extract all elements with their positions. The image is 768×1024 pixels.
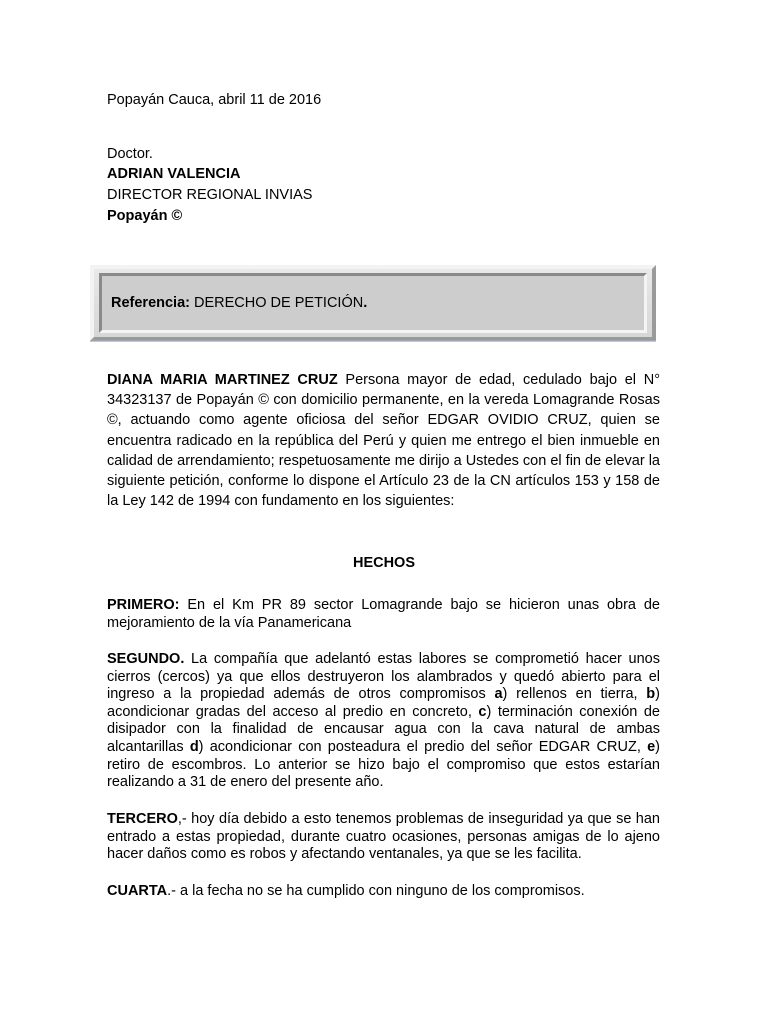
recipient-name: ADRIAN VALENCIA: [107, 166, 241, 182]
fact-tercero-label: TERCERO: [107, 811, 178, 827]
reference-box: [90, 265, 656, 341]
item-b-marker: b: [646, 686, 656, 703]
intro-paragraph: [107, 370, 660, 511]
letter-date: Popayán Cauca, abril 11 de 2016: [107, 92, 322, 108]
reference-line: [111, 295, 367, 311]
reference-period: .: [363, 295, 368, 311]
fact-segundo-text-6: ) retiro de escombros. Lo anterior se hizo bajo el compromiso que estos estarían realizando a 31 de enero del presente año.: [107, 738, 661, 791]
item-c-marker: c: [478, 703, 487, 720]
fact-primero: [107, 597, 660, 632]
section-heading: HECHOS: [352, 555, 416, 571]
fact-cuarta-text: .- a la fecha no se ha cumplido con ninguno de los compromisos.: [167, 883, 585, 899]
fact-segundo-text-3: ) acondicionar gradas del acceso al predio en concreto,: [107, 686, 660, 720]
reference-label: Referencia:: [111, 295, 190, 311]
fact-segundo-text-1: La compañía que adelantó estas labores se comprometió hacer unos cierros (cercos) ya que ellos destruyeron los alambrados y quedó abierto para el ingreso a la propiedad además de otros compromisos: [107, 651, 660, 703]
fact-cuarta: [107, 883, 660, 901]
fact-primero-label: PRIMERO:: [107, 597, 180, 613]
recipient-title: DIRECTOR REGIONAL INVIAS: [107, 187, 313, 203]
fact-segundo-text-2: ) rellenos en tierra,: [502, 686, 647, 703]
item-d-marker: d: [189, 738, 199, 755]
salutation: Doctor.: [107, 146, 153, 162]
item-a-marker: a: [494, 686, 503, 703]
reference-underline: [92, 340, 656, 341]
petitioner-name: DIANA MARIA MARTINEZ CRUZ: [107, 372, 338, 388]
fact-tercero: [107, 811, 660, 864]
fact-segundo: [107, 651, 660, 792]
fact-segundo-label: SEGUNDO.: [107, 651, 185, 667]
fact-cuarta-label: CUARTA: [107, 883, 168, 899]
fact-tercero-text: ,- hoy día debido a esto tenemos problemas de inseguridad ya que se han entrado a estas propiedad, durante cuatro ocasiones, personas amigas de lo ajeno hacer daños como es robos y afectando ventanales, ya que se les facilita.: [107, 811, 660, 863]
fact-segundo-text-5: ) acondicionar con posteadura el predio del señor EDGAR CRUZ,: [198, 738, 648, 755]
reference-box-inner: [99, 273, 647, 333]
fact-segundo-text-4: ) terminación conexión de disipador con la finalidad de encausar agua con la cava natural de ambas alcantarillas: [107, 703, 660, 755]
intro-body: Persona mayor de edad, cedulado bajo el N° 34323137 de Popayán © con domicilio permanente, en la vereda Lomagrande Rosas ©, actuando como agente oficiosa del señor EDGAR OVIDIO CRUZ, quien se encuentra radicado en la república del Perú y quien me entrego el bien inmueble en calidad de arrendamiento; respetuosamente me dirijo a Ustedes con el fin de elevar la siguiente petición, conforme lo dispone el Artículo 23 de la CN artículos 153 y 158 de la Ley 142 de 1994 con fundamento en los siguientes:: [107, 372, 660, 510]
fact-primero-text: En el Km PR 89 sector Lomagrande bajo se hicieron unas obra de mejoramiento de la vía Panamericana: [107, 597, 660, 631]
recipient-city: Popayán ©: [107, 208, 183, 224]
reference-value: DERECHO DE PETICIÓN: [189, 295, 364, 311]
item-e-marker: e: [647, 738, 656, 755]
